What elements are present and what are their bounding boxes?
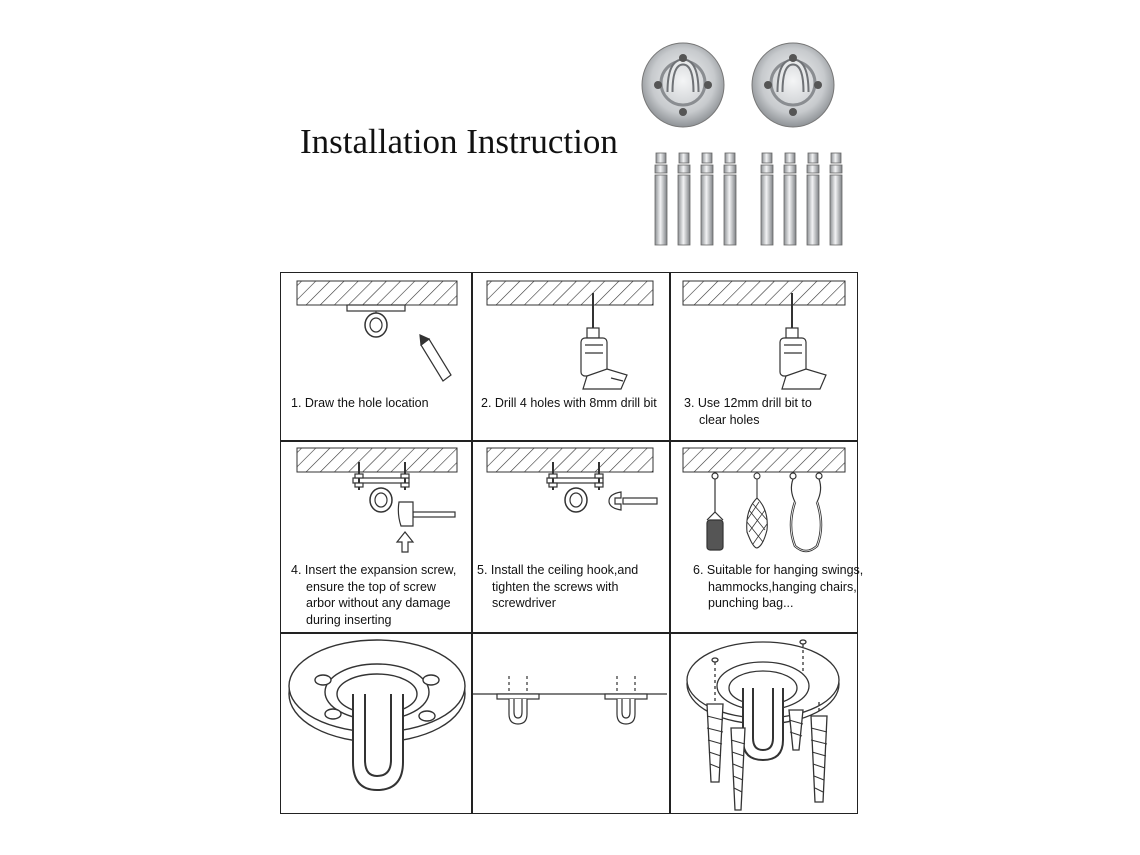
side-view-drawing <box>471 632 669 813</box>
step-1-illustration <box>281 273 471 440</box>
drill-icon <box>581 293 627 389</box>
screw-icon <box>811 702 827 802</box>
ceiling-plate-icon <box>289 640 465 790</box>
step-4-caption: 4. Insert the expansion screw, ensure the top of screw arbor without any damage during inserting <box>291 563 457 627</box>
ceiling-plate-icon <box>752 43 834 127</box>
rope-swing-icon <box>790 473 822 551</box>
step-3-caption: 3. Use 12mm drill bit to clear holes <box>684 396 812 427</box>
screw-icon <box>789 710 803 750</box>
instruction-grid <box>280 272 864 814</box>
hammer-icon <box>398 502 455 526</box>
expansion-bolt-icon <box>655 153 842 245</box>
punching-bag-icon <box>707 473 723 550</box>
step-5-caption: 5. Install the ceiling hook,and tighten the screws with screwdriver <box>477 563 639 610</box>
step-1-caption: 1. Draw the hole location <box>291 396 429 410</box>
step-2-caption: 2. Drill 4 holes with 8mm drill bit <box>481 396 657 410</box>
ceiling-plate-icon <box>642 43 724 127</box>
net-swing-icon <box>747 473 768 548</box>
page-title: Installation Instruction <box>300 122 618 161</box>
step-6-caption: 6. Suitable for hanging swings, hammocks,hanging chairs, punching bag... <box>693 563 864 610</box>
pencil-icon <box>420 335 451 381</box>
screw-icon <box>731 728 745 810</box>
wrench-icon <box>609 492 657 510</box>
drill-icon <box>780 293 826 389</box>
ceiling-plate-drawing <box>281 632 471 813</box>
arrow-up-icon <box>397 532 413 552</box>
product-illustration <box>636 40 868 250</box>
step-2-illustration <box>471 273 669 440</box>
exploded-view-drawing <box>669 632 857 813</box>
